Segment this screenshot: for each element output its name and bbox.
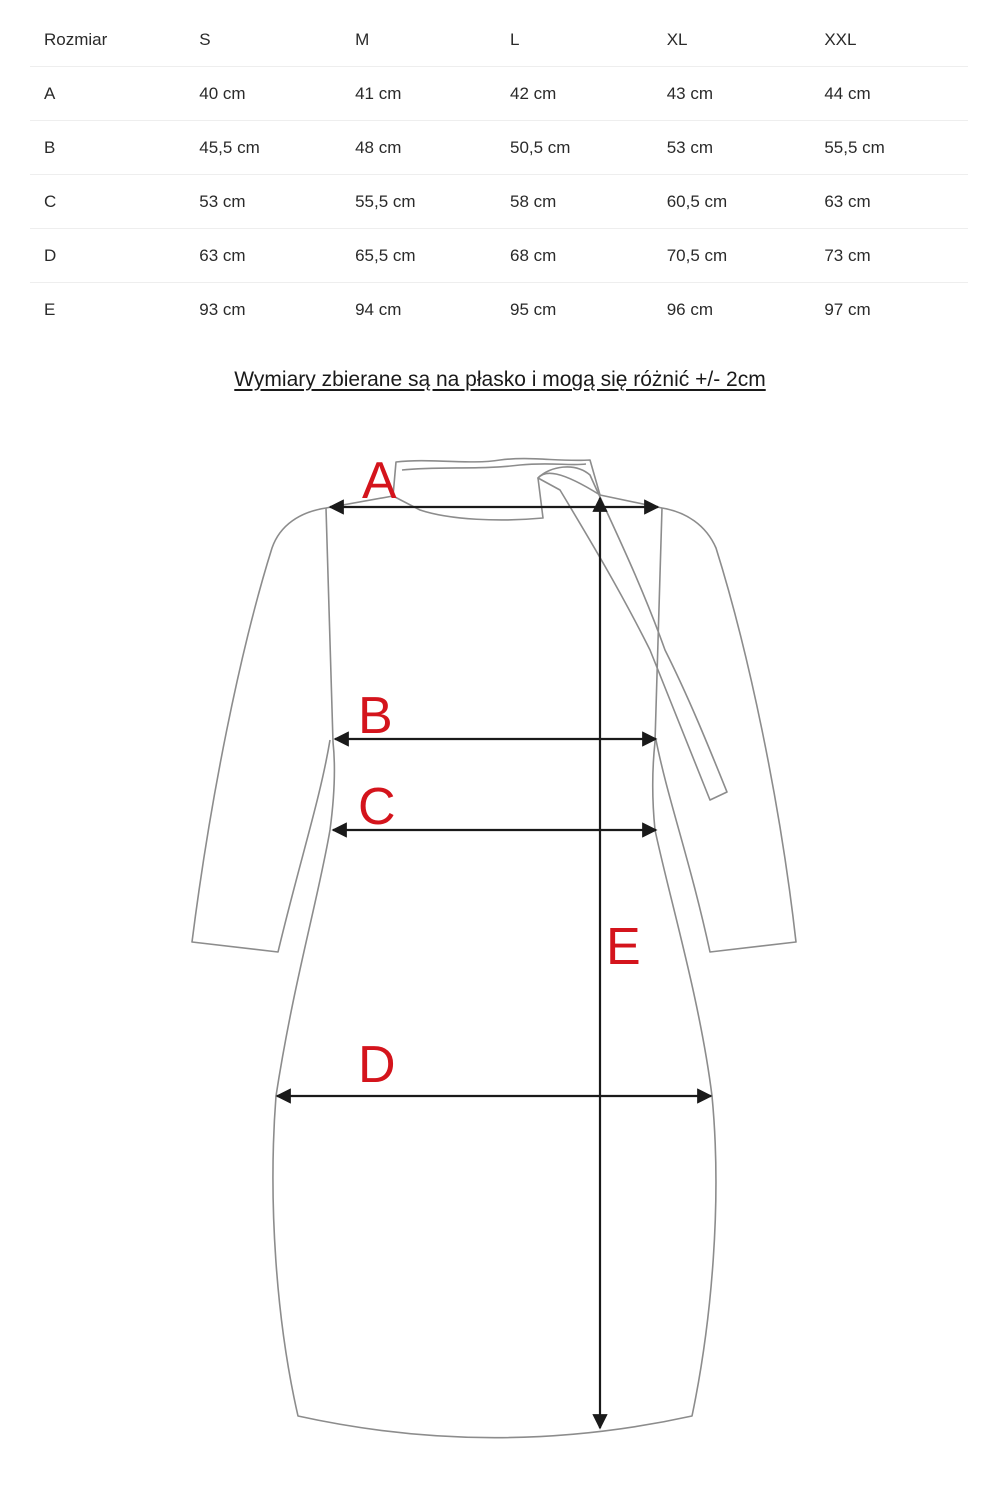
table-row [30,175,968,229]
table-cell: 68 cm [510,245,557,265]
dress-outline [192,459,796,1438]
table-row [30,67,968,121]
measurement-lines [277,498,711,1428]
table-cell: 43 cm [666,83,714,103]
table-cell: 55,5 cm [824,137,885,157]
table-cell: 40 cm [199,83,246,103]
header-cell-s: S [199,30,211,49]
table-cell: 94 cm [355,299,402,319]
row-label: A [44,83,56,103]
label-b: B [358,687,393,745]
table-cell: 42 cm [510,83,557,103]
label-a: A [362,452,397,510]
label-c: C [358,778,396,836]
table-cell: 53 cm [199,191,246,211]
table-cell: 96 cm [666,299,714,319]
table-cell: 48 cm [355,137,402,157]
collar-strap-outline [538,467,727,800]
header-cell-xl: XL [666,30,688,49]
dress-measurement-diagram [0,440,1000,1500]
right-sleeve-outline [656,508,796,952]
table-cell: 55,5 cm [355,191,416,211]
label-d: D [358,1036,396,1094]
table-cell: 44 cm [824,83,871,103]
left-sleeve-outline [192,508,330,952]
table-cell: 58 cm [510,191,557,211]
table-cell: 50,5 cm [510,137,571,157]
table-cell: 45,5 cm [199,137,260,157]
table-cell: 70,5 cm [666,245,728,265]
row-label: E [44,299,56,319]
table-row [30,229,968,283]
table-cell: 63 cm [824,191,871,211]
measurement-note [0,368,1000,392]
table-header-row [30,14,968,67]
header-cell-l: L [510,30,520,49]
size-table [30,14,968,336]
label-e: E [606,918,641,976]
row-label: C [44,191,57,211]
measurement-note-text: Wymiary zbierane są na płasko i mogą się różnić +/- 2cm [234,368,766,391]
measurement-labels [358,452,641,1094]
table-cell: 73 cm [824,245,871,265]
header-cell-size: Rozmiar [44,30,108,49]
table-cell: 60,5 cm [666,191,728,211]
table-cell: 95 cm [510,299,557,319]
header-cell-m: M [355,30,370,49]
table-row [30,121,968,175]
header-cell-xxl: XXL [824,30,857,49]
row-label: B [44,137,56,157]
table-cell: 63 cm [199,245,246,265]
table-cell: 97 cm [824,299,871,319]
row-label: D [44,245,57,265]
table-cell: 53 cm [666,137,714,157]
table-cell: 41 cm [355,83,402,103]
table-cell: 93 cm [199,299,246,319]
table-row [30,283,968,337]
table-cell: 65,5 cm [355,245,416,265]
